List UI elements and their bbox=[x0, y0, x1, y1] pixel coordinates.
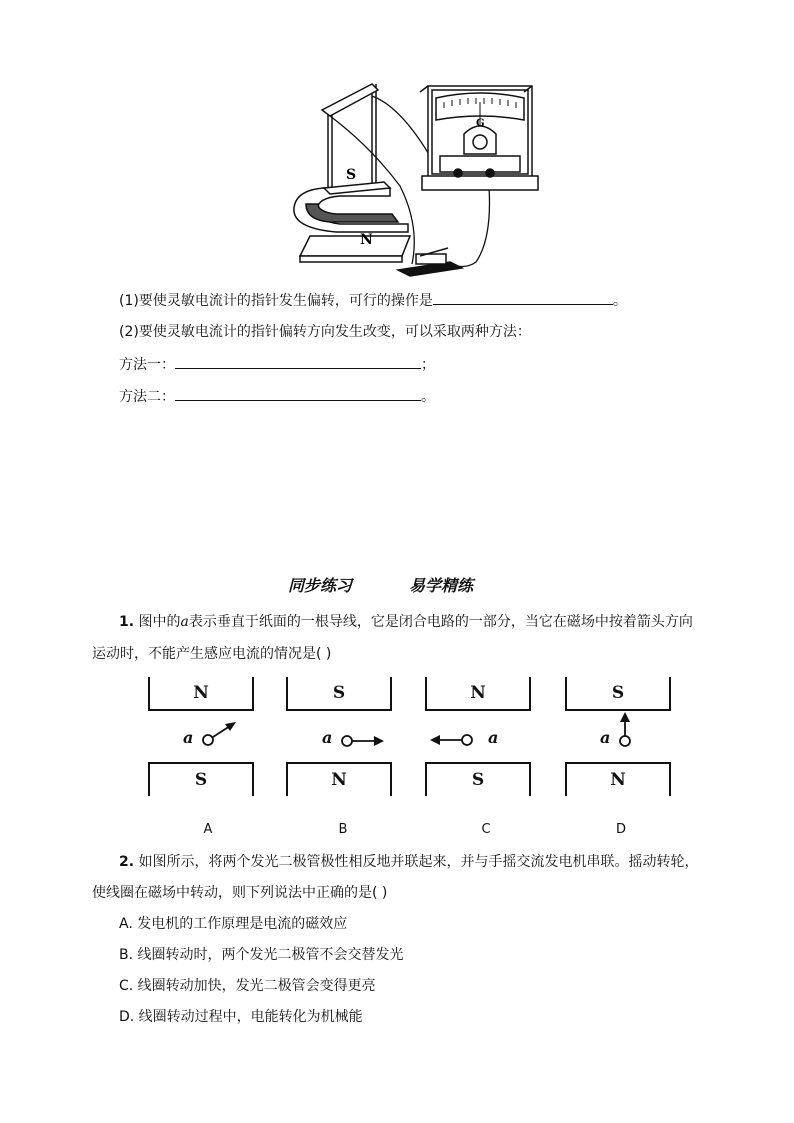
magnet-pole-n: N bbox=[360, 232, 373, 248]
q2-line1-text: 如图所示，将两个发光二极管极性相反地并联起来，并与手摇交流发电机串联。摇动转轮， bbox=[134, 854, 699, 870]
panel-b-bottom-pole: N bbox=[331, 770, 347, 790]
q2-option-a-text: A. 发电机的工作原理是电流的磁效应 bbox=[119, 916, 348, 932]
method-two-label: 方法二： bbox=[119, 389, 175, 405]
panel-a-bottom-magnet bbox=[148, 762, 254, 796]
panel-a-top-pole: N bbox=[193, 683, 209, 703]
apparatus-figure bbox=[280, 76, 540, 282]
panel-b-wire-arrow bbox=[338, 730, 388, 750]
panel-a-bottom-pole: S bbox=[194, 770, 208, 790]
q2-option-a[interactable] bbox=[119, 914, 347, 934]
method-one-line bbox=[119, 354, 435, 375]
answer-blank-method-2[interactable] bbox=[175, 386, 421, 401]
q1-line2-text: 运动时，不能产生感应电流的情况是( ) bbox=[92, 646, 332, 662]
panel-a-wire-arrow bbox=[200, 718, 240, 750]
panel-b-wire-label: a bbox=[322, 728, 333, 747]
q2-option-d[interactable] bbox=[119, 1007, 363, 1027]
q2-line1 bbox=[119, 852, 699, 872]
panel-d-top-magnet bbox=[565, 677, 671, 711]
panel-c-top-pole: N bbox=[470, 683, 486, 703]
section-heading bbox=[288, 573, 473, 596]
prev-part1-end: 。 bbox=[612, 293, 627, 309]
panel-b-bottom-magnet bbox=[286, 762, 392, 796]
prev-part2-text: (2)要使灵敏电流计的指针偏转方向发生改变，可以采取两种方法： bbox=[119, 324, 531, 340]
q1-text-a: 图中的 bbox=[134, 614, 181, 630]
q2-line2-text: 使线圈在磁场中转动，则下列说法中正确的是( ) bbox=[92, 885, 388, 901]
panel-c-wire-label: a bbox=[488, 728, 499, 747]
panel-b-letter: B bbox=[338, 822, 348, 837]
q1-line2 bbox=[92, 644, 331, 664]
panel-c-letter: C bbox=[481, 822, 491, 837]
panel-c-bottom-pole: S bbox=[471, 770, 485, 790]
q2-number: 2. bbox=[119, 854, 135, 870]
switch bbox=[398, 248, 462, 276]
q2-option-d-text: D. 线圈转动过程中，电能转化为机械能 bbox=[119, 1009, 363, 1025]
panel-d-wire-label: a bbox=[600, 728, 611, 747]
horseshoe-magnet bbox=[294, 182, 408, 232]
q2-option-c-text: C. 线圈转动加快，发光二极管会变得更亮 bbox=[119, 978, 376, 994]
panel-a-top-magnet bbox=[148, 677, 254, 711]
q1-text-b: 表示垂直于纸面的一根导线，它是闭合电路的一部分，当它在磁场中按着箭头方向 bbox=[188, 614, 693, 630]
method-one-end: ； bbox=[421, 357, 435, 373]
panel-c-top-magnet bbox=[425, 677, 531, 711]
q2-line2 bbox=[92, 883, 387, 903]
galvanometer bbox=[420, 86, 538, 190]
panel-d-wire-arrow bbox=[615, 710, 635, 750]
panel-a-wire-label: a bbox=[183, 728, 194, 747]
method-two-line bbox=[119, 386, 435, 407]
method-one-label: 方法一： bbox=[119, 357, 175, 373]
q1-number: 1. bbox=[119, 614, 135, 630]
method-two-end: 。 bbox=[421, 389, 435, 405]
panel-d-top-pole: S bbox=[611, 683, 625, 703]
section-heading-right: 易学精练 bbox=[409, 576, 474, 595]
panel-d-letter: D bbox=[615, 822, 626, 837]
panel-d-bottom-pole: N bbox=[610, 770, 626, 790]
prev-question-part2 bbox=[119, 322, 531, 342]
q2-option-b[interactable] bbox=[119, 945, 404, 965]
q1-var: a bbox=[180, 614, 189, 630]
prev-part1-text: (1)要使灵敏电流计的指针发生偏转，可行的操作是 bbox=[119, 293, 433, 309]
q1-line1 bbox=[119, 612, 693, 632]
panel-c-wire-arrow bbox=[428, 730, 478, 750]
q2-option-c[interactable] bbox=[119, 976, 376, 996]
panel-c-bottom-magnet bbox=[425, 762, 531, 796]
panel-b-top-pole: S bbox=[332, 683, 346, 703]
q2-option-b-text: B. 线圈转动时，两个发光二极管不会交替发光 bbox=[119, 947, 404, 963]
section-heading-left: 同步练习 bbox=[288, 576, 353, 595]
answer-blank-1[interactable] bbox=[433, 290, 613, 305]
galvanometer-label-g: G bbox=[476, 118, 485, 129]
prev-question-part1 bbox=[119, 290, 627, 311]
answer-blank-method-1[interactable] bbox=[175, 354, 421, 369]
panel-b-top-magnet bbox=[286, 677, 392, 711]
panel-a-letter: A bbox=[203, 822, 213, 837]
magnet-pole-s: S bbox=[346, 167, 357, 183]
panel-d-bottom-magnet bbox=[565, 762, 671, 796]
